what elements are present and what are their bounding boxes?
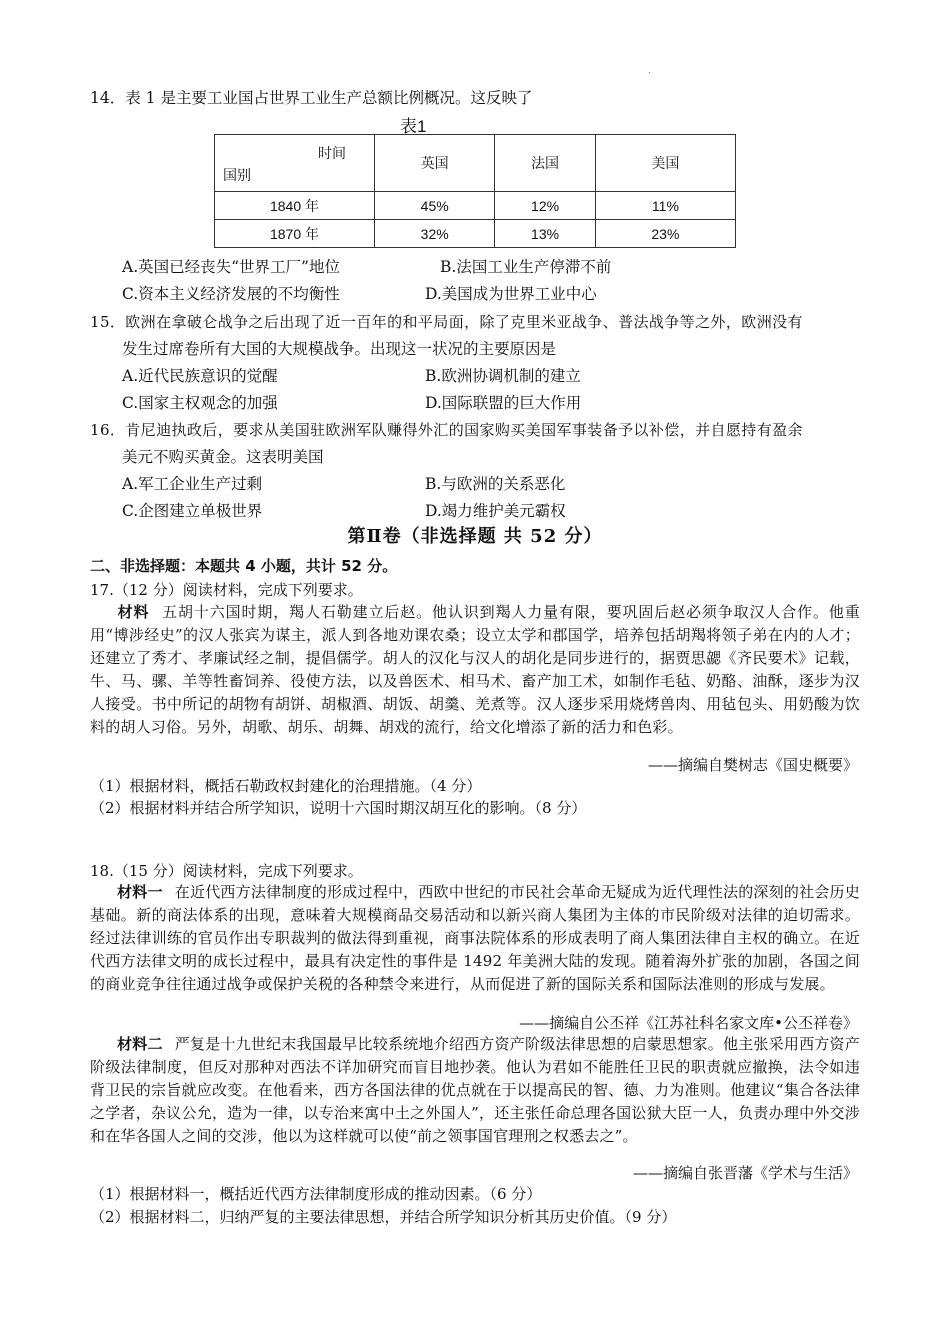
part2-title: 第Ⅱ卷（非选择题 共 52 分） (347, 526, 603, 547)
table-row (215, 220, 736, 248)
q18-material1-label: 材料一 (117, 883, 163, 901)
q14-stem: 14．表 1 是主要工业国占世界工业生产总额比例概况。这反映了 (90, 89, 533, 107)
q16-stem-line2: 美元不购买黄金。这表明美国 (122, 448, 324, 466)
q18-sub1: （1）根据材料一，概括近代西方法律制度形成的推动因素。（6 分） (90, 1185, 542, 1203)
page-mark: . (648, 66, 651, 76)
q16-option-c: C.企图建立单极世界 (122, 502, 263, 520)
cell-uk: 32% (375, 220, 495, 248)
q17-source: ——摘编自樊树志《国史概要》 (647, 756, 858, 774)
row-year: 1870 年 (215, 220, 375, 248)
q16-option-a: A.军工企业生产过剩 (122, 475, 263, 493)
q18-material1 (90, 881, 860, 996)
q18-source1: ——摘编自公丕祥《江苏社科名家文库•公丕祥卷》 (519, 1014, 858, 1032)
table-caption: 表1 (400, 117, 427, 136)
q15-option-b: B.欧洲协调机制的建立 (425, 367, 581, 385)
cell-fr: 12% (495, 192, 595, 220)
q17-material-text: 五胡十六国时期，羯人石勒建立后赵。他认识到羯人力量有限，要巩固后赵必须争取汉人合作。他重用“博涉经史”的汉人张宾为谋主，派人到各地劝课农桑；设立太学和郡国学，培养包括胡羯将领子弟在内的人才；还建立了秀才、孝廉试经之制，提倡儒学。胡人的汉化与汉人的胡化是同步进行的，据贾思勰《齐民要术》记载，牛、马、骡、羊等牲畜饲养、役使方法，以及兽医术、相马术、畜产加工术，如制作毛毡、奶酪、油酥，逐步为汉人接受。书中所记的胡物有胡饼、胡椒酒、胡饭、胡羹、羌煮等。汉人逐步采用烧烤兽肉、用毡包头、用奶酸为饮料的胡人习俗。另外，胡歌、胡乐、胡舞、胡戏的流行，给文化增添了新的活力和色彩。 (90, 603, 860, 736)
q14-option-c: C.资本主义经济发展的不均衡性 (122, 285, 340, 303)
q14-option-b: B.法国工业生产停滞不前 (440, 258, 612, 276)
col-header-fr: 法国 (495, 135, 595, 192)
q14-option-a: A.英国已经丧失“世界工厂”地位 (122, 258, 340, 276)
q17-stem: 17.（12 分）阅读材料，完成下列要求。 (90, 581, 363, 599)
q15-stem-line1: 15．欧洲在拿破仑战争之后出现了近一百年的和平局面，除了克里米亚战争、普法战争等之外，欧洲没有 (90, 313, 803, 331)
q18-sub2: （2）根据材料二，归纳严复的主要法律思想，并结合所学知识分析其历史价值。（9 分） (90, 1208, 677, 1226)
q15-stem-line2: 发生过席卷所有大国的大规模战争。出现这一状况的主要原因是 (122, 340, 557, 358)
cell-us: 23% (595, 220, 735, 248)
table-header-diagonal (215, 135, 374, 191)
cell-fr: 13% (495, 220, 595, 248)
q16-stem-line1: 16．肯尼迪执政后，要求从美国驻欧洲军队赚得外汇的国家购买美国军事装备予以补偿，并自愿持有盈余 (90, 421, 803, 439)
q15-option-c: C.国家主权观念的加强 (122, 394, 278, 412)
q18-source2: ——摘编自张晋藩《学术与生活》 (632, 1164, 858, 1182)
q14-option-d: D.美国成为世界工业中心 (425, 285, 597, 303)
cell-us: 11% (595, 192, 735, 220)
q17-material-label: 材料 (117, 603, 150, 621)
q16-option-b: B.与欧洲的关系恶化 (425, 475, 566, 493)
cell-uk: 45% (375, 192, 495, 220)
q15-option-a: A.近代民族意识的觉醒 (122, 367, 278, 385)
q18-material2 (90, 1033, 860, 1148)
section-heading: 二、非选择题：本题共 4 小题，共计 52 分。 (90, 557, 398, 575)
q17-sub1: （1）根据材料，概括石勒政权封建化的治理措施。（4 分） (90, 777, 482, 795)
header-time: 时间 (318, 145, 347, 161)
industry-share-table (214, 134, 736, 248)
q15-option-d: D.国际联盟的巨大作用 (425, 394, 582, 412)
q16-option-d: D.竭力维护美元霸权 (425, 502, 566, 520)
header-country: 国别 (223, 167, 251, 183)
q18-material2-label: 材料二 (117, 1035, 163, 1053)
q17-material (90, 601, 860, 739)
q18-material1-text: 在近代西方法律制度的形成过程中，西欧中世纪的市民社会革命无疑成为近代理性法的深刻的社会历史基础。新的商法体系的出现，意味着大规模商品交易活动和以新兴商人集团为主体的市民阶级对法律的迫切需求。经过法律训练的官员作出专职裁判的做法得到重视，商事法院体系的形成表明了商人集团法律自主权的确立。在近代西方法律文明的成长过程中，最具有决定性的事件是 1492 年美洲大陆的发现。随着海外扩张的加剧，各国之间的商业竞争往往通过战争或保护关税的各种禁令来进行，从而促进了新的国际关系和国际法准则的形成与发展。 (90, 883, 860, 993)
col-header-uk: 英国 (375, 135, 495, 192)
q17-sub2: （2）根据材料并结合所学知识，说明十六国时期汉胡互化的影响。（8 分） (90, 799, 587, 817)
q18-stem: 18.（15 分）阅读材料，完成下列要求。 (90, 862, 363, 880)
row-year: 1840 年 (215, 192, 375, 220)
col-header-us: 美国 (595, 135, 735, 192)
table-row (215, 192, 736, 220)
q18-material2-text: 严复是十九世纪末我国最早比较系统地介绍西方资产阶级法律思想的启蒙思想家。他主张采用西方资产阶级法律制度，但反对那种对西法不详加研究而盲目地抄袭。他认为君如不能胜任卫民的职责就应撤换，法令如违背卫民的宗旨就应改变。在他看来，西方各国法律的优点就在于以提高民的智、德、力为准则。他建议“集合各法律之学者，杂议公允，造为一律，以专治来寓中土之外国人”，还主张任命总理各国讼狱大臣一人，负责办理中外交涉和在华各国人之间的交涉，他以为这样就可以使“前之领事国官理刑之权悉去之”。 (90, 1035, 860, 1145)
